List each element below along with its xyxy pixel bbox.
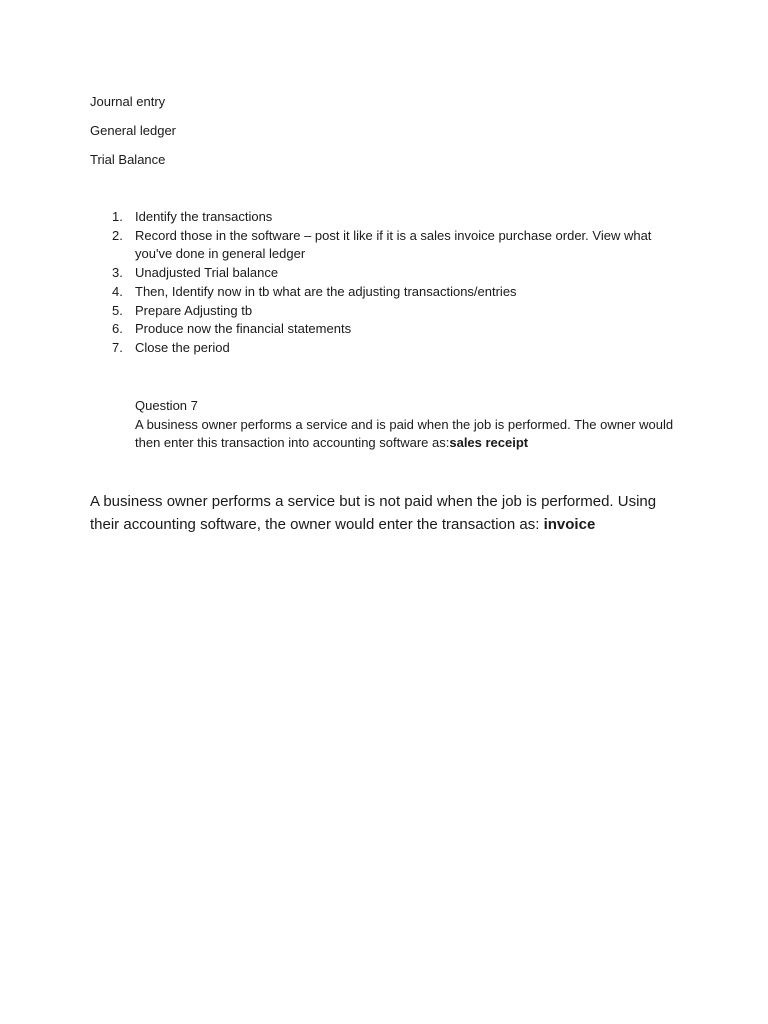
list-item bbox=[90, 339, 670, 358]
question-title: Question 7 bbox=[135, 398, 198, 413]
list-item bbox=[90, 302, 670, 321]
list-number: 5. bbox=[112, 302, 123, 318]
steps-list bbox=[90, 208, 670, 358]
list-item bbox=[90, 264, 670, 283]
answer-paragraph bbox=[90, 490, 680, 536]
list-text: Close the period bbox=[135, 339, 230, 355]
heading-journal-entry: Journal entry bbox=[90, 94, 166, 109]
list-number: 4. bbox=[112, 283, 123, 299]
question-answer: sales receipt bbox=[449, 435, 529, 451]
list-text: Produce now the financial statements bbox=[135, 321, 352, 337]
question-body bbox=[135, 416, 675, 453]
paragraph-answer: invoice bbox=[543, 516, 596, 533]
list-number: 3. bbox=[112, 265, 123, 281]
list-number: 7. bbox=[112, 339, 123, 355]
list-text: Then, Identify now in tb what are the adjusting transactions/entries bbox=[135, 283, 517, 299]
question-block bbox=[135, 397, 675, 453]
paragraph-text: A business owner performs a service but is not paid when the job is performed. Using their accounting software, the owner would enter the transaction as: bbox=[90, 493, 657, 533]
list-text: Identify the transactions bbox=[135, 209, 273, 224]
list-text: Record those in the software – post it like if it is a sales invoice purchase order. View what you've done in general ledger bbox=[135, 227, 652, 262]
list-number: 6. bbox=[112, 321, 123, 337]
question-text: A business owner performs a service and is paid when the job is performed. The owner would then enter this transaction into accounting software as: bbox=[135, 416, 674, 451]
list-item bbox=[90, 227, 670, 264]
list-item bbox=[90, 208, 670, 227]
list-number: 2. bbox=[112, 227, 123, 243]
heading-general-ledger: General ledger bbox=[90, 123, 176, 138]
list-number: 1. bbox=[112, 209, 123, 224]
list-text: Prepare Adjusting tb bbox=[135, 302, 253, 318]
list-text: Unadjusted Trial balance bbox=[135, 265, 279, 281]
list-item bbox=[90, 320, 670, 339]
heading-trial-balance: Trial Balance bbox=[90, 152, 166, 167]
list-item bbox=[90, 283, 670, 302]
